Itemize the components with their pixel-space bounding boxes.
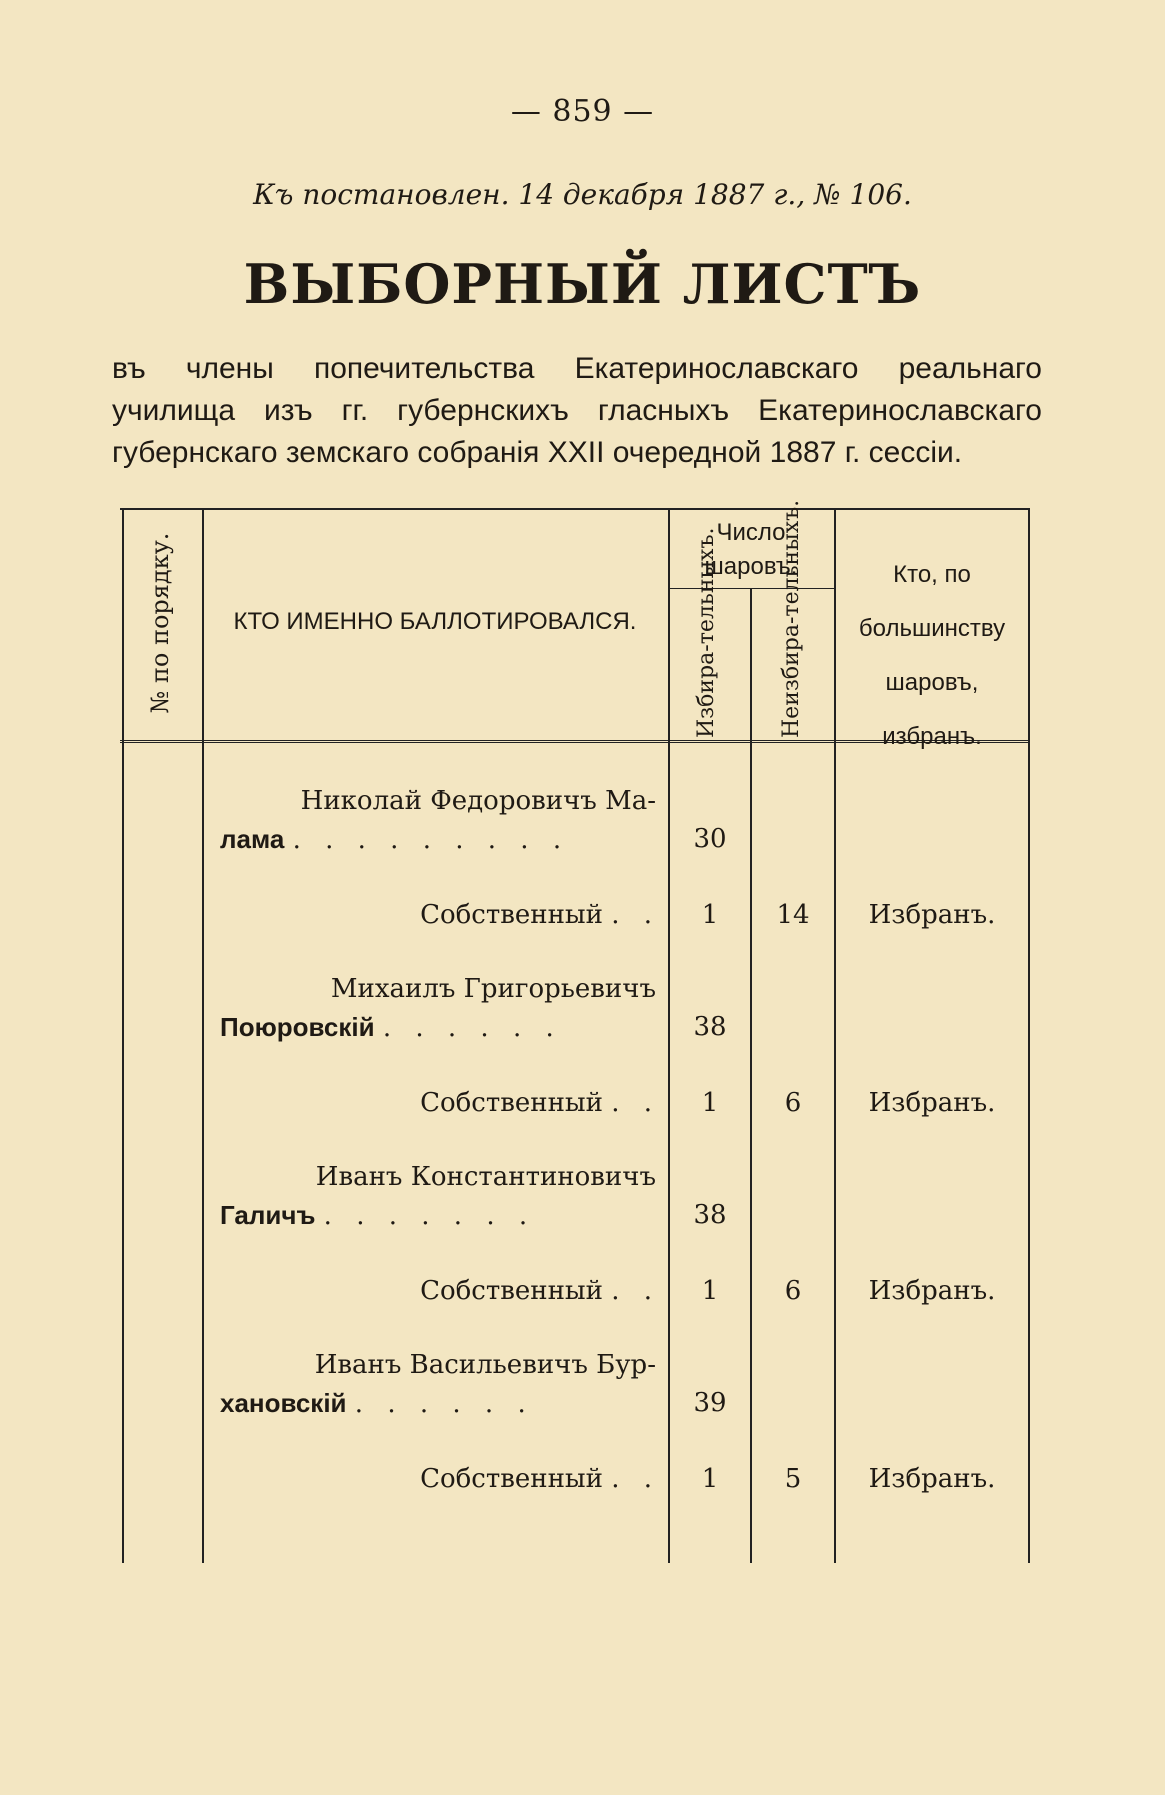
candidate-name-line1: Иванъ Константиновичъ <box>315 1162 656 1192</box>
table-top-rule <box>120 508 1030 510</box>
col-rule-3 <box>750 588 752 1563</box>
candidate-surname: Поюровскій <box>220 1012 375 1042</box>
leader-dots: . . . . . . <box>382 1013 562 1043</box>
election-result: Избранъ. <box>868 1276 996 1306</box>
leader-dots: . . <box>611 900 660 930</box>
own-vote-against: 14 <box>776 900 810 930</box>
leader-dots: . . <box>611 1276 660 1306</box>
votes-for: 38 <box>693 1200 727 1230</box>
table-left-rule <box>122 508 124 1563</box>
own-vote-label: Собственный <box>420 1088 603 1118</box>
candidate-name-line2 <box>220 1388 660 1419</box>
candidate-surname: лама <box>220 824 285 854</box>
header-who: КТО ИМЕННО БАЛЛОТИРОВАЛСЯ. <box>233 608 637 635</box>
own-vote-row <box>370 1088 660 1118</box>
ballot-table <box>120 499 1030 1563</box>
own-vote-label: Собственный <box>420 1276 603 1306</box>
page-number: — 859 — <box>510 94 655 129</box>
own-vote-for: 1 <box>701 900 719 930</box>
table-right-rule <box>1028 508 1030 1563</box>
document-title: ВЫБОРНЫЙ ЛИСТЪ <box>243 252 922 316</box>
votes-for: 30 <box>693 824 727 854</box>
own-vote-for: 1 <box>701 1088 719 1118</box>
col-rule-1 <box>202 508 204 1563</box>
header-order: № по порядку. <box>146 532 174 714</box>
header-for: Избира-тельныхъ. <box>694 527 719 738</box>
leader-dots: . . <box>611 1464 660 1494</box>
document-subtitle: въ члены попечительства Екатеринославскаго реальнаго училища изъ гг. губернскихъ гласныхъ Екатеринославскаго губернскаго земскаго собранія XXII очередной 1887 г. сессіи. <box>112 352 1042 469</box>
reference-line: Къ постановлен. 14 декабря 1887 г., № 106. <box>253 178 912 211</box>
own-vote-against: 6 <box>784 1088 802 1118</box>
own-vote-against: 6 <box>784 1276 802 1306</box>
candidate-name-line1: Николай Федоровичъ Ма- <box>300 786 656 816</box>
own-vote-for: 1 <box>701 1464 719 1494</box>
own-vote-for: 1 <box>701 1276 719 1306</box>
leader-dots: . . . . . . . . . <box>292 825 570 855</box>
own-vote-row <box>370 1464 660 1494</box>
candidate-surname: хановскій <box>220 1388 347 1418</box>
votes-for: 39 <box>693 1388 727 1418</box>
leader-dots: . . . . . . . <box>323 1201 536 1231</box>
header-elected: Кто, по большинству шаровъ, избранъ. <box>858 561 1006 750</box>
candidate-name-line2 <box>220 824 660 855</box>
own-vote-label: Собственный <box>420 1464 603 1494</box>
candidate-name-line1: Иванъ Васильевичъ Бур- <box>314 1350 656 1380</box>
candidate-name-line1: Михаилъ Григорьевичъ <box>330 974 656 1004</box>
own-vote-against: 5 <box>784 1464 802 1494</box>
leader-dots: . . . . . . <box>354 1389 534 1419</box>
header-against: Неизбира-тельныхъ. <box>779 499 804 738</box>
election-result: Избранъ. <box>868 900 996 930</box>
own-vote-row <box>370 900 660 930</box>
own-vote-row <box>370 1276 660 1306</box>
votes-for: 38 <box>693 1012 727 1042</box>
candidate-name-line2 <box>220 1200 660 1231</box>
election-result: Избранъ. <box>868 1464 996 1494</box>
candidate-name-line2 <box>220 1012 660 1043</box>
header-balls: Число шаровъ. <box>704 519 798 580</box>
own-vote-label: Собственный <box>420 900 603 930</box>
candidate-surname: Галичъ <box>220 1200 316 1230</box>
election-result: Избранъ. <box>868 1088 996 1118</box>
leader-dots: . . <box>611 1088 660 1118</box>
col-rule-4 <box>834 508 836 1563</box>
